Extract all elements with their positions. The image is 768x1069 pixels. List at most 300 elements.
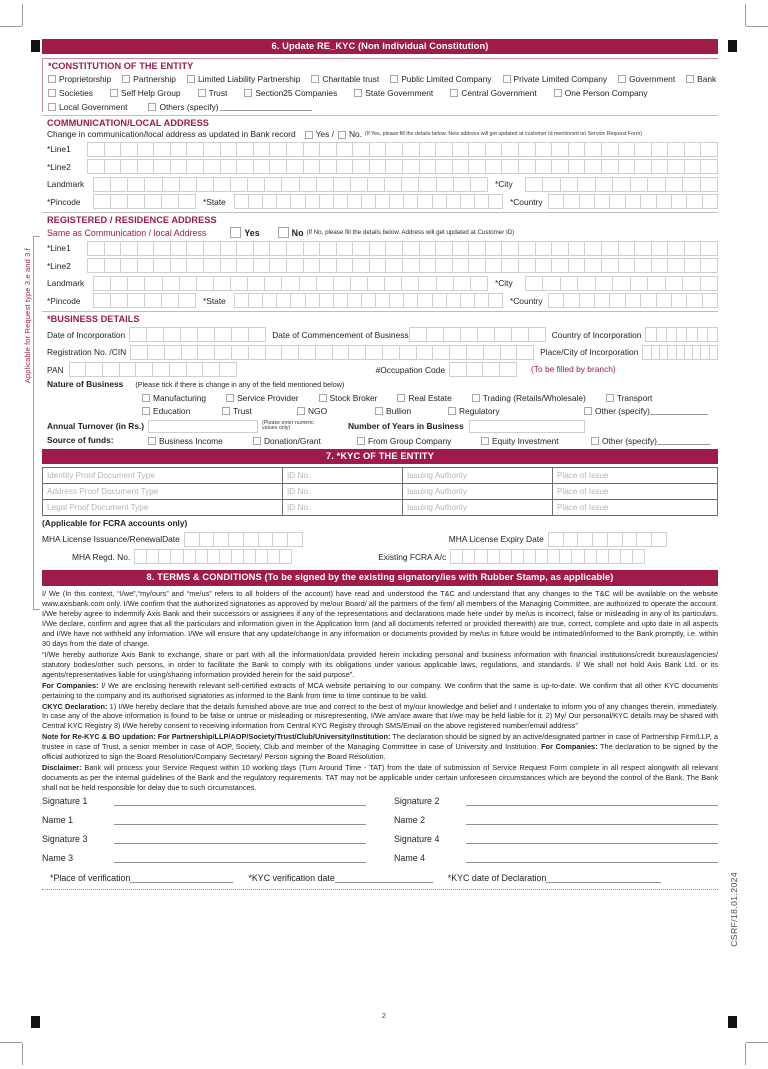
pan-input[interactable]: [69, 362, 237, 377]
comb-cell[interactable]: [214, 327, 231, 342]
comb-cell[interactable]: [153, 258, 170, 273]
comb-cell[interactable]: [577, 276, 594, 291]
comb-cell[interactable]: [460, 194, 474, 209]
comb-cell[interactable]: [161, 293, 178, 308]
comb-cell[interactable]: [170, 159, 187, 174]
checkbox-transport[interactable]: Transport: [606, 393, 653, 403]
comb-cell[interactable]: [640, 293, 655, 308]
comb-cell[interactable]: [401, 276, 418, 291]
comb-cell[interactable]: [609, 293, 624, 308]
comb-cell[interactable]: [179, 177, 196, 192]
comb-cell[interactable]: [303, 241, 320, 256]
comb-cell[interactable]: [636, 532, 651, 547]
reg-line2-input[interactable]: [87, 258, 718, 273]
comb-cell[interactable]: [525, 177, 542, 192]
comb-cell[interactable]: [667, 159, 684, 174]
comb-cell[interactable]: [608, 549, 620, 564]
nature-other-line[interactable]: [650, 407, 708, 415]
comb-cell[interactable]: [651, 345, 659, 360]
comb-cell[interactable]: [584, 549, 596, 564]
comm-landmark-input[interactable]: [93, 177, 488, 192]
comb-cell[interactable]: [418, 276, 435, 291]
comb-cell[interactable]: [305, 293, 319, 308]
comb-cell[interactable]: [361, 293, 375, 308]
comb-cell[interactable]: [153, 159, 170, 174]
comb-cell[interactable]: [146, 327, 163, 342]
comb-cell[interactable]: [104, 142, 121, 157]
kyc-date-of-declaration-field[interactable]: [546, 873, 661, 883]
comb-cell[interactable]: [612, 276, 629, 291]
checkbox-donation-grant[interactable]: Donation/Grant: [253, 436, 357, 446]
comb-cell[interactable]: [499, 549, 511, 564]
comb-cell[interactable]: [511, 327, 528, 342]
comb-cell[interactable]: [634, 241, 651, 256]
comb-cell[interactable]: [676, 327, 686, 342]
comb-cell[interactable]: [290, 194, 304, 209]
comb-cell[interactable]: [281, 276, 298, 291]
comb-cell[interactable]: [385, 159, 402, 174]
comb-cell[interactable]: [262, 194, 276, 209]
comb-cell[interactable]: [577, 532, 592, 547]
comb-cell[interactable]: [186, 241, 203, 256]
checkbox-societies[interactable]: Societies: [48, 88, 93, 98]
comb-cell[interactable]: [137, 142, 154, 157]
comb-cell[interactable]: [258, 532, 273, 547]
comb-cell[interactable]: [452, 159, 469, 174]
comb-cell[interactable]: [700, 258, 718, 273]
comb-cell[interactable]: [269, 258, 286, 273]
comb-cell[interactable]: [571, 549, 583, 564]
comb-cell[interactable]: [130, 345, 147, 360]
comb-cell[interactable]: [402, 159, 419, 174]
signature-3-field[interactable]: [114, 834, 366, 844]
comb-cell[interactable]: [419, 241, 436, 256]
comb-cell[interactable]: [579, 293, 594, 308]
comb-cell[interactable]: [248, 345, 265, 360]
comb-cell[interactable]: [419, 142, 436, 157]
comm-line1-input[interactable]: [87, 142, 718, 157]
comb-cell[interactable]: [367, 276, 384, 291]
comb-cell[interactable]: [315, 345, 332, 360]
comb-cell[interactable]: [645, 327, 655, 342]
signature-2-field[interactable]: [466, 796, 718, 806]
comb-cell[interactable]: [369, 241, 386, 256]
comb-cell[interactable]: [267, 549, 279, 564]
checkbox-box[interactable]: [110, 89, 118, 97]
checkbox-box[interactable]: [375, 407, 383, 415]
comb-cell[interactable]: [236, 142, 253, 157]
reg-pincode-input[interactable]: [93, 293, 196, 308]
checkbox-box[interactable]: [222, 407, 230, 415]
comb-cell[interactable]: [382, 345, 399, 360]
checkbox-manufacturing[interactable]: Manufacturing: [142, 393, 206, 403]
comb-cell[interactable]: [535, 549, 547, 564]
name-3-field[interactable]: [114, 853, 366, 863]
comm-state-input[interactable]: [234, 194, 503, 209]
comb-cell[interactable]: [468, 159, 485, 174]
comb-cell[interactable]: [671, 293, 686, 308]
comb-cell[interactable]: [180, 327, 197, 342]
comb-cell[interactable]: [196, 276, 213, 291]
comb-cell[interactable]: [563, 532, 578, 547]
comb-cell[interactable]: [147, 345, 164, 360]
comb-cell[interactable]: [436, 177, 453, 192]
comb-cell[interactable]: [651, 241, 668, 256]
address-proof-id-no-cell[interactable]: ID No.: [283, 484, 403, 500]
checkbox-box[interactable]: [48, 75, 56, 83]
checkbox-box[interactable]: [503, 75, 511, 83]
comb-cell[interactable]: [152, 362, 169, 377]
checkbox-box[interactable]: [390, 75, 398, 83]
checkbox-box[interactable]: [591, 437, 599, 445]
identity-proof-doc-type-cell[interactable]: Identity Proof Document Type: [43, 468, 283, 484]
comb-cell[interactable]: [253, 142, 270, 157]
comb-cell[interactable]: [559, 549, 571, 564]
turnover-input[interactable]: [148, 420, 258, 433]
comb-cell[interactable]: [269, 142, 286, 157]
checkbox-box[interactable]: [187, 75, 195, 83]
checkbox-box[interactable]: [148, 103, 156, 111]
comb-cell[interactable]: [488, 293, 503, 308]
comb-cell[interactable]: [369, 159, 386, 174]
comb-cell[interactable]: [265, 345, 282, 360]
comb-cell[interactable]: [110, 293, 127, 308]
comb-cell[interactable]: [466, 345, 483, 360]
comb-cell[interactable]: [563, 293, 578, 308]
checkbox-box[interactable]: [142, 394, 150, 402]
comb-cell[interactable]: [186, 258, 203, 273]
comb-cell[interactable]: [369, 142, 386, 157]
comb-cell[interactable]: [352, 241, 369, 256]
comb-cell[interactable]: [286, 159, 303, 174]
comb-cell[interactable]: [700, 276, 718, 291]
comb-cell[interactable]: [630, 276, 647, 291]
comb-cell[interactable]: [667, 345, 675, 360]
comb-cell[interactable]: [667, 241, 684, 256]
comb-cell[interactable]: [651, 532, 667, 547]
checkbox-one-person-company[interactable]: One Person Company: [554, 88, 648, 98]
checkbox-public-limited-company[interactable]: Public Limited Company: [390, 74, 491, 84]
comb-cell[interactable]: [618, 241, 635, 256]
comb-cell[interactable]: [487, 549, 499, 564]
comb-cell[interactable]: [281, 345, 298, 360]
checkbox-ngo[interactable]: NGO: [297, 406, 375, 416]
place-of-verification-field[interactable]: [130, 873, 233, 883]
checkbox-trading[interactable]: Trading (Retails/Wholesale): [472, 393, 586, 403]
comb-cell[interactable]: [419, 159, 436, 174]
comb-cell[interactable]: [501, 241, 518, 256]
comb-cell[interactable]: [248, 293, 262, 308]
comb-cell[interactable]: [518, 258, 535, 273]
comb-cell[interactable]: [452, 258, 469, 273]
comb-cell[interactable]: [485, 241, 502, 256]
checkbox-comm-change-yes[interactable]: [305, 131, 313, 139]
comb-cell[interactable]: [612, 177, 629, 192]
comb-cell[interactable]: [485, 258, 502, 273]
comb-cell[interactable]: [542, 177, 559, 192]
checkbox-box[interactable]: [198, 89, 206, 97]
comb-cell[interactable]: [482, 362, 499, 377]
comb-cell[interactable]: [203, 241, 220, 256]
comb-cell[interactable]: [352, 258, 369, 273]
comb-cell[interactable]: [435, 258, 452, 273]
comb-cell[interactable]: [460, 327, 477, 342]
comb-cell[interactable]: [69, 362, 86, 377]
comb-cell[interactable]: [169, 362, 186, 377]
comb-cell[interactable]: [161, 194, 178, 209]
comb-cell[interactable]: [684, 241, 701, 256]
comb-cell[interactable]: [634, 258, 651, 273]
comb-cell[interactable]: [316, 276, 333, 291]
comb-cell[interactable]: [518, 142, 535, 157]
checkbox-box[interactable]: [618, 75, 626, 83]
comb-cell[interactable]: [450, 549, 462, 564]
comb-cell[interactable]: [656, 194, 671, 209]
comb-cell[interactable]: [264, 276, 281, 291]
comb-cell[interactable]: [709, 345, 718, 360]
comb-cell[interactable]: [535, 142, 552, 157]
comb-cell[interactable]: [402, 258, 419, 273]
comb-cell[interactable]: [276, 194, 290, 209]
comb-cell[interactable]: [547, 549, 559, 564]
comb-cell[interactable]: [499, 362, 517, 377]
comb-cell[interactable]: [164, 345, 181, 360]
comb-cell[interactable]: [651, 258, 668, 273]
comb-cell[interactable]: [470, 177, 488, 192]
comb-cell[interactable]: [700, 345, 708, 360]
comb-cell[interactable]: [290, 293, 304, 308]
comb-cell[interactable]: [137, 159, 154, 174]
comb-cell[interactable]: [417, 293, 431, 308]
comb-cell[interactable]: [119, 362, 136, 377]
comb-cell[interactable]: [548, 293, 563, 308]
comb-cell[interactable]: [104, 159, 121, 174]
comb-cell[interactable]: [279, 549, 292, 564]
comb-cell[interactable]: [234, 293, 248, 308]
comb-cell[interactable]: [667, 142, 684, 157]
comb-cell[interactable]: [281, 177, 298, 192]
address-proof-doc-type-cell[interactable]: Address Proof Document Type: [43, 484, 283, 500]
comb-cell[interactable]: [127, 194, 144, 209]
checkbox-box[interactable]: [311, 75, 319, 83]
comb-cell[interactable]: [186, 159, 203, 174]
comb-cell[interactable]: [592, 532, 607, 547]
comb-cell[interactable]: [319, 194, 333, 209]
comb-cell[interactable]: [203, 159, 220, 174]
comb-cell[interactable]: [577, 177, 594, 192]
comb-cell[interactable]: [435, 241, 452, 256]
comb-cell[interactable]: [403, 194, 417, 209]
comb-cell[interactable]: [667, 258, 684, 273]
comb-cell[interactable]: [199, 532, 214, 547]
comb-cell[interactable]: [568, 159, 585, 174]
comb-cell[interactable]: [692, 345, 700, 360]
comb-cell[interactable]: [518, 159, 535, 174]
comb-cell[interactable]: [417, 194, 431, 209]
comb-cell[interactable]: [516, 345, 534, 360]
comb-cell[interactable]: [102, 362, 119, 377]
comb-cell[interactable]: [153, 241, 170, 256]
comb-cell[interactable]: [452, 142, 469, 157]
comb-cell[interactable]: [93, 276, 110, 291]
checkbox-reg-same-yes[interactable]: [230, 227, 241, 238]
comb-cell[interactable]: [659, 345, 667, 360]
comb-cell[interactable]: [401, 177, 418, 192]
comb-cell[interactable]: [195, 549, 207, 564]
comb-cell[interactable]: [684, 345, 692, 360]
comb-cell[interactable]: [236, 241, 253, 256]
checkbox-box[interactable]: [606, 394, 614, 402]
comb-cell[interactable]: [146, 549, 158, 564]
comb-cell[interactable]: [625, 293, 640, 308]
comb-cell[interactable]: [700, 142, 718, 157]
comb-cell[interactable]: [601, 159, 618, 174]
comb-cell[interactable]: [269, 241, 286, 256]
comb-cell[interactable]: [651, 142, 668, 157]
comb-cell[interactable]: [452, 241, 469, 256]
checkbox-box[interactable]: [554, 89, 562, 97]
comb-cell[interactable]: [630, 177, 647, 192]
comb-cell[interactable]: [120, 159, 137, 174]
comb-cell[interactable]: [488, 194, 503, 209]
comb-cell[interactable]: [385, 142, 402, 157]
comb-cell[interactable]: [523, 549, 535, 564]
comb-cell[interactable]: [535, 258, 552, 273]
comb-cell[interactable]: [511, 549, 523, 564]
checkbox-other-specify-source[interactable]: Other (specify): [591, 436, 710, 446]
comb-cell[interactable]: [443, 327, 460, 342]
comb-cell[interactable]: [93, 293, 110, 308]
comb-cell[interactable]: [319, 159, 336, 174]
comb-cell[interactable]: [402, 142, 419, 157]
comb-cell[interactable]: [416, 345, 433, 360]
checkbox-box[interactable]: [481, 437, 489, 445]
comb-cell[interactable]: [518, 241, 535, 256]
comb-cell[interactable]: [219, 549, 231, 564]
comb-cell[interactable]: [134, 549, 146, 564]
legal-proof-doc-type-cell[interactable]: Legal Proof Document Type: [43, 500, 283, 516]
comb-cell[interactable]: [286, 241, 303, 256]
comb-cell[interactable]: [601, 241, 618, 256]
name-2-field[interactable]: [466, 815, 718, 825]
comb-cell[interactable]: [542, 276, 559, 291]
identity-proof-id-no-cell[interactable]: ID No.: [283, 468, 403, 484]
comb-cell[interactable]: [87, 142, 104, 157]
comb-cell[interactable]: [634, 142, 651, 157]
checkbox-box[interactable]: [297, 407, 305, 415]
comb-cell[interactable]: [384, 177, 401, 192]
comb-cell[interactable]: [403, 293, 417, 308]
comb-cell[interactable]: [87, 159, 104, 174]
reg-country-input[interactable]: [548, 293, 718, 308]
comb-cell[interactable]: [163, 327, 180, 342]
mha-expiry-input[interactable]: [548, 532, 667, 547]
comb-cell[interactable]: [607, 532, 622, 547]
checkbox-government[interactable]: Government: [618, 74, 675, 84]
comb-cell[interactable]: [350, 177, 367, 192]
comb-cell[interactable]: [634, 159, 651, 174]
comb-cell[interactable]: [656, 327, 666, 342]
comb-cell[interactable]: [686, 327, 696, 342]
comb-cell[interactable]: [548, 532, 563, 547]
comb-cell[interactable]: [247, 276, 264, 291]
comb-cell[interactable]: [551, 142, 568, 157]
comb-cell[interactable]: [676, 345, 684, 360]
comb-cell[interactable]: [601, 258, 618, 273]
comb-cell[interactable]: [665, 276, 682, 291]
comb-cell[interactable]: [595, 177, 612, 192]
checkbox-box[interactable]: [448, 407, 456, 415]
checkbox-bullion[interactable]: Bullion: [375, 406, 448, 416]
comb-cell[interactable]: [213, 532, 228, 547]
comb-cell[interactable]: [264, 177, 281, 192]
comb-cell[interactable]: [595, 276, 612, 291]
comb-cell[interactable]: [347, 293, 361, 308]
comb-cell[interactable]: [127, 177, 144, 192]
reg-state-input[interactable]: [234, 293, 503, 308]
comb-cell[interactable]: [560, 177, 577, 192]
comb-cell[interactable]: [203, 258, 220, 273]
comb-cell[interactable]: [303, 159, 320, 174]
comb-cell[interactable]: [332, 345, 349, 360]
comb-cell[interactable]: [93, 177, 110, 192]
regno-input[interactable]: [130, 345, 534, 360]
comb-cell[interactable]: [435, 142, 452, 157]
checkbox-box[interactable]: [122, 75, 130, 83]
comb-cell[interactable]: [129, 327, 146, 342]
comb-cell[interactable]: [104, 241, 121, 256]
comb-cell[interactable]: [551, 159, 568, 174]
comb-cell[interactable]: [137, 258, 154, 273]
comb-cell[interactable]: [336, 159, 353, 174]
comb-cell[interactable]: [178, 194, 196, 209]
comb-cell[interactable]: [352, 159, 369, 174]
comb-cell[interactable]: [316, 177, 333, 192]
comb-cell[interactable]: [253, 258, 270, 273]
comb-cell[interactable]: [127, 276, 144, 291]
comb-cell[interactable]: [609, 194, 624, 209]
comb-cell[interactable]: [110, 194, 127, 209]
comb-cell[interactable]: [525, 276, 542, 291]
signature-1-field[interactable]: [114, 796, 366, 806]
comb-cell[interactable]: [214, 345, 231, 360]
comb-cell[interactable]: [170, 258, 187, 273]
reg-landmark-input[interactable]: [93, 276, 488, 291]
comb-cell[interactable]: [186, 142, 203, 157]
comb-cell[interactable]: [563, 194, 578, 209]
checkbox-box[interactable]: [354, 89, 362, 97]
comb-cell[interactable]: [466, 362, 483, 377]
checkbox-trust-nature[interactable]: Trust: [222, 406, 297, 416]
signature-4-field[interactable]: [466, 834, 718, 844]
comb-cell[interactable]: [255, 549, 267, 564]
years-input[interactable]: [469, 420, 585, 433]
comb-cell[interactable]: [253, 241, 270, 256]
comb-cell[interactable]: [419, 258, 436, 273]
comb-cell[interactable]: [93, 194, 110, 209]
comb-cell[interactable]: [399, 345, 416, 360]
comb-cell[interactable]: [286, 258, 303, 273]
comb-cell[interactable]: [601, 142, 618, 157]
comb-cell[interactable]: [104, 258, 121, 273]
identity-proof-issuing-authority-cell[interactable]: Issuing Authority: [403, 468, 553, 484]
comb-cell[interactable]: [319, 258, 336, 273]
comb-cell[interactable]: [369, 258, 386, 273]
mha-regd-input[interactable]: [134, 549, 292, 564]
checkbox-service-provider[interactable]: Service Provider: [226, 393, 298, 403]
comb-cell[interactable]: [468, 241, 485, 256]
comb-cell[interactable]: [548, 194, 563, 209]
